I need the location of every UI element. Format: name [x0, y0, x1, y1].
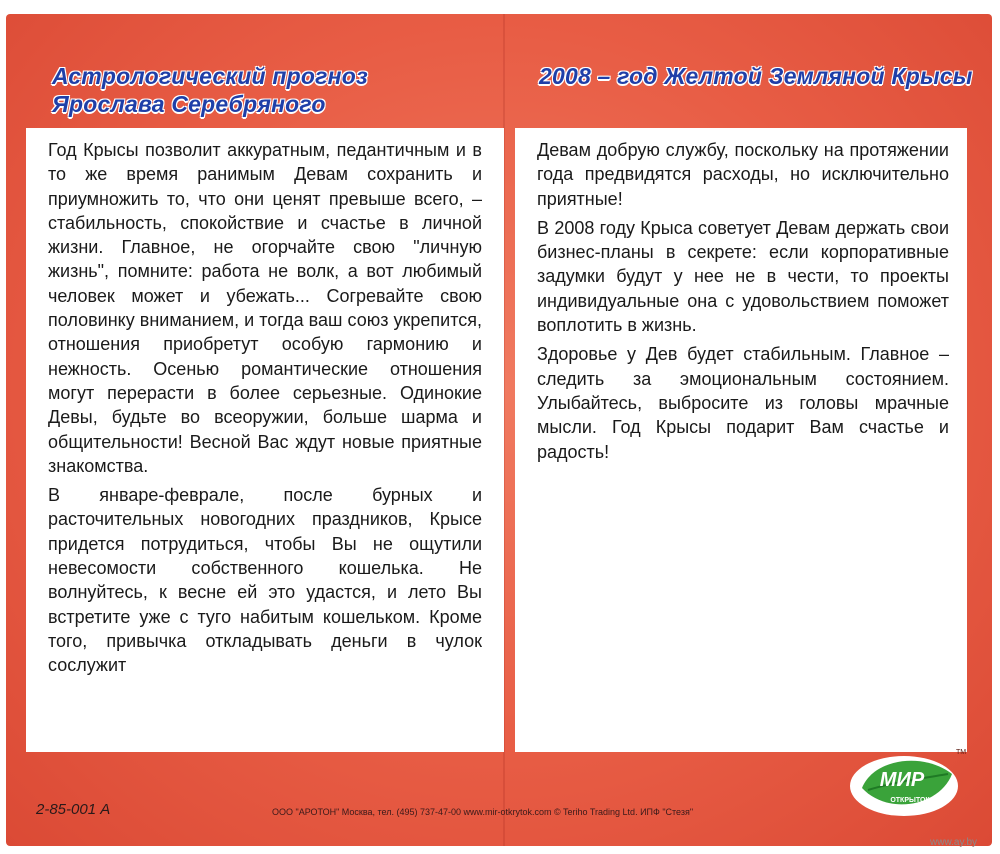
- mir-otkrytok-logo: [844, 744, 970, 820]
- paragraph: В январе-феврале, после бурных и расточительных новогодних праздников, Крысе придется потрудиться, чтобы Вы не ощутили невесомости собственного кошелька. Не волнуйтесь, к весне ей это удастся, и лето Вы встретите уже с туго набитым кошельком. Кроме того, привычка откладывать деньги в чулок сослужит: [48, 485, 482, 676]
- paragraph: В 2008 году Крыса советует Девам держать свои бизнес-планы в секрете: если корпоративные задумки будут у нее не в чести, то проекты индивидуальные она с удовольствием поможет воплотить в жизнь.: [537, 217, 949, 336]
- paragraph: Девам добрую службу, поскольку на протяжении года предвидятся расходы, но исключительно приятные!: [537, 140, 949, 209]
- author-heading: [52, 62, 368, 118]
- product-code: 2-85-001 А: [36, 801, 111, 818]
- watermark: www.ay.by: [930, 837, 978, 848]
- paragraph: Год Крысы позволит аккуратным, педантичным и в то же время ранимым Девам сохранить и приумножить то, что они ценят превыше всего, – стабильность, спокойствие и счастье в личной жизни. Главное, не огорчайте свою "личную жизнь", помните: работа не волк, а вот любимый человек может и убежать... Согревайте свою половинку вниманием, и тогда ваш союз укрепится, отношения приобретут особую гармонию и нежность. Осенью романтические отношения могут перерасти в более серьезные. Одинокие Девы, будьте во всеоружии, больше шарма и общительности! Весной Вас ждут новые приятные знакомства.: [48, 140, 482, 476]
- postcard-back: [6, 14, 992, 846]
- heading-line-2: Ярослава Серебряного: [52, 91, 326, 117]
- logo-subtext: ОТКРЫТОК: [890, 797, 930, 804]
- left-text-panel: [26, 128, 504, 752]
- year-heading: 2008 – год Желтой Земляной Крысы: [539, 63, 973, 89]
- heading-line-1: Астрологический прогноз: [52, 63, 368, 89]
- logo-text: МИР: [879, 769, 925, 791]
- publisher-info: ООО "АРОТОН" Москва, тел. (495) 737-47-00 www.mir-otkrytok.com © Teriho Trading Ltd. ИПФ "Стезя": [272, 807, 694, 817]
- right-text-panel: [515, 128, 967, 752]
- right-text: [537, 138, 949, 464]
- trademark-mark: TM: [956, 749, 967, 756]
- left-text: [48, 138, 482, 678]
- paragraph: Здоровье у Дев будет стабильным. Главное – следить за эмоциональным состоянием. Улыбайтесь, выбросите из головы мрачные мысли. Год Крысы подарит Вам счастье и радость!: [537, 344, 949, 462]
